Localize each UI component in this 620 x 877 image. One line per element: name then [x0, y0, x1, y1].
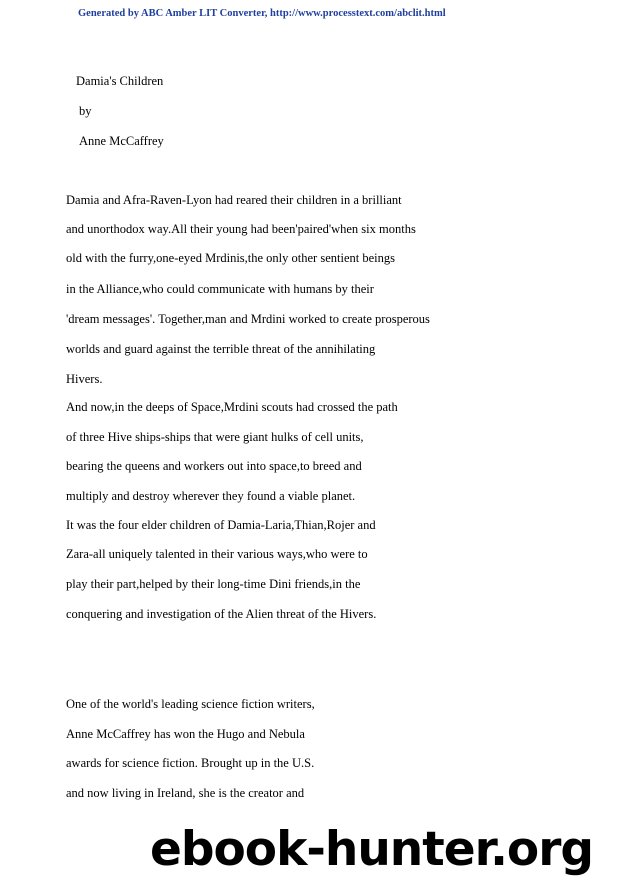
- blurb-line: conquering and investigation of the Alien threat of the Hivers.: [66, 607, 377, 621]
- blurb-line: Hivers.: [66, 372, 103, 386]
- blurb-line: bearing the queens and workers out into space,to breed and: [66, 459, 362, 473]
- blurb-line: worlds and guard against the terrible threat of the annihilating: [66, 342, 376, 356]
- author-name: Anne McCaffrey: [79, 134, 164, 148]
- blurb-line: of three Hive ships-ships that were giant hulks of cell units,: [66, 430, 364, 444]
- blurb-line: multiply and destroy wherever they found a viable planet.: [66, 489, 356, 503]
- bio-line: One of the world's leading science fiction writers,: [66, 697, 315, 711]
- watermark-text: ebook-hunter.org: [150, 822, 594, 877]
- blurb-line: And now,in the deeps of Space,Mrdini scouts had crossed the path: [66, 400, 398, 414]
- blurb-line: in the Alliance,who could communicate with humans by their: [66, 282, 374, 296]
- blurb-line: Zara-all uniquely talented in their various ways,who were to: [66, 547, 368, 561]
- bio-line: Anne McCaffrey has won the Hugo and Nebula: [66, 727, 305, 741]
- bio-line: and now living in Ireland, she is the creator and: [66, 786, 305, 800]
- blurb-line: and unorthodox way.All their young had been'paired'when six months: [66, 222, 416, 236]
- by-line: by: [79, 104, 92, 118]
- blurb-line: play their part,helped by their long-time Dini friends,in the: [66, 577, 361, 591]
- blurb-line: It was the four elder children of Damia-Laria,Thian,Rojer and: [66, 518, 376, 532]
- converter-header-link[interactable]: Generated by ABC Amber LIT Converter, http://www.processtext.com/abclit.html: [78, 8, 446, 19]
- blurb-line: Damia and Afra-Raven-Lyon had reared their children in a brilliant: [66, 193, 402, 207]
- blurb-line: 'dream messages'. Together,man and Mrdini worked to create prosperous: [66, 312, 430, 326]
- book-title: Damia's Children: [76, 74, 164, 88]
- blurb-line: old with the furry,one-eyed Mrdinis,the only other sentient beings: [66, 251, 395, 265]
- bio-line: awards for science fiction. Brought up in the U.S.: [66, 756, 315, 770]
